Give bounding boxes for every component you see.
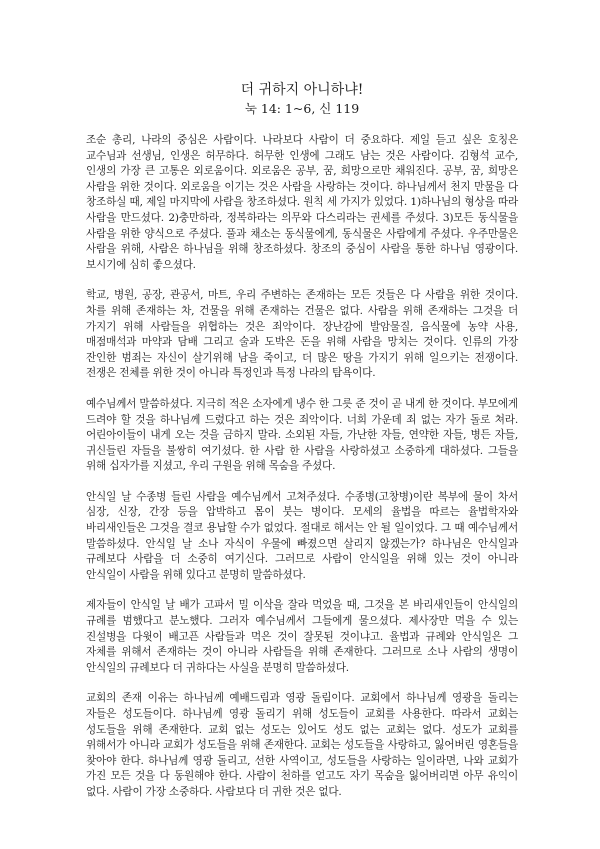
paragraph: 예수님께서 말씀하셨다. 지극히 적은 소자에게 냉수 한 그릇 준 것이 곧 내게 한 것이다. 부모에게 드려야 할 것을 하나님께 드렸다고 하는 것은 죄악이다. 너희 가운데 죄 없는 자가 돌로 쳐라. 어린아이들이 내게 오는 것을 금하지 말라. 소외된 자들, 가난한 자들, 연약한 자들, 병든 자들, 귀신들린 자들을 불쌍히 여기셨다. 한 사람 한 사람을 사랑하셨고 소중하게 대하셨다. 그들을 위해 십자가를 지셨고, 우리 구원을 위해 목숨을 주셨다. (86, 397, 518, 473)
paragraph: 조순 총리, 나라의 중심은 사람이다. 나라보다 사람이 더 중요하다. 제일 듣고 싶은 호칭은 교수님과 선생님, 인생은 허무하다. 허무한 인생에 그래도 남는 것은 사람이다. 김형석 교수, 인생의 가장 큰 고통은 외로움이다. 외로움은 공부, 꿈, 희망으로만 채워진다. 공부, 꿈, 희망은 사람을 위한 것이다. 외로움을 이기는 것은 사람을 사랑하는 것이다. 하나님께서 천지 만물을 다 창조하실 때, 제일 마지막에 사람을 창조하셨다. 원칙 세 가지가 있었다. 1)하나님의 형상을 따라 사람을 만드셨다. 2)충만하라, 정복하라는 의무와 다스리라는 권세를 주셨다. 3)모든 동식물을 사람을 위한 양식으로 주셨다. 풀과 채소는 동식물에게, 동식물은 사람에게 주셨다. 우주만물은 사람을 위해, 사람은 하나님을 위해 창조하셨다. 창조의 중심이 사람을 통한 하나님 영광이다. 보시기에 심히 좋으셨다. (86, 134, 518, 271)
page-title: 더 귀하지 아니하냐! (240, 82, 364, 98)
paragraph: 교회의 존재 이유는 하나님께 예배드림과 영광 돌림이다. 교회에서 하나님께 영광을 돌리는 자들은 성도들이다. 하나님께 영광 돌리기 위해 성도들이 교회를 사용한다. 따라서 교회는 성도들을 위해 존재한다. 교회 없는 성도는 있어도 성도 없는 교회는 없다. 성도가 교회를 위해서가 아니라 교회가 성도들을 위해 존재한다. 교회는 성도들을 사랑하고, 잃어버린 영혼들을 찾아야 한다. 하나님께 영광 돌리고, 선한 사역이고, 성도들을 사랑하는 일이라면, 나와 교회가 가진 모든 것을 다 동원해야 한다. 사람이 천하를 얻고도 자기 목숨을 잃어버리면 아무 유익이 없다. 사람이 가장 소중하다. 사람보다 더 귀한 것은 없다. (86, 692, 518, 798)
paragraph: 제자들이 안식일 날 배가 고파서 밀 이삭을 잘라 먹었을 때, 그것을 본 바리새인들이 안식일의 규례를 범했다고 분노했다. 그러자 예수님께서 그들에게 물으셨다. 제사장만 먹을 수 있는 진설병을 다윗이 배고픈 사람들과 먹은 것이 잘못된 것이냐고. 율법과 규례와 안식일은 그 자체를 위해서 존재하는 것이 아니라 사람들을 위해 존재한다. 그러므로 소나 사람의 생명이 안식일의 규례보다 더 귀하다는 사실을 분명히 말씀하셨다. (86, 599, 518, 674)
paragraph: 학교, 병원, 공장, 관공서, 마트, 우리 주변하는 존재하는 모든 것들은 다 사람을 위한 것이다. 차를 위해 존재하는 차, 건물을 위해 존재하는 건물은 없다. 사람을 위해 존재하는 그것을 더 가지기 위해 사람들을 위협하는 것은 죄악이다. 장난감에 발암물질, 음식물에 농약 사용, 매점매석과 마약과 담배 그리고 술과 도박은 돈을 위해 사람을 망치는 것이다. 인류의 가장 잔인한 범죄는 자신이 살기위해 남을 죽이고, 더 많은 땅을 가지기 위해 일으키는 전쟁이다. 전쟁은 전체를 위한 것이 아니라 특정인과 특정 나라의 탐욕이다. (86, 289, 518, 380)
document-page (86, 82, 518, 816)
document-body (86, 133, 518, 801)
paragraph: 안식일 날 수종병 들린 사람을 예수님께서 고쳐주셨다. 수종병(고창병)이란 복부에 물이 차서 심장, 신장, 간장 등을 압박하고 몸이 붓는 병이다. 모세의 율법을 따르는 율법학자와 바리새인들은 그것을 결코 용납할 수가 없었다. 절대로 해서는 안 될 일이었다. 그 때 예수님께서 말씀하셨다. 안식일 날 소나 자식이 우물에 빠졌으면 살리지 않겠는가? 하나님은 안식일과 규례보다 사람을 더 소중히 여기신다. 그러므로 사람이 안식일을 위해 있는 것이 아니라 안식일이 사람을 위해 있다고 분명히 말씀하셨다. (86, 490, 518, 581)
scripture-reference: 눅 14: 1~6, 신 119 (244, 101, 360, 116)
